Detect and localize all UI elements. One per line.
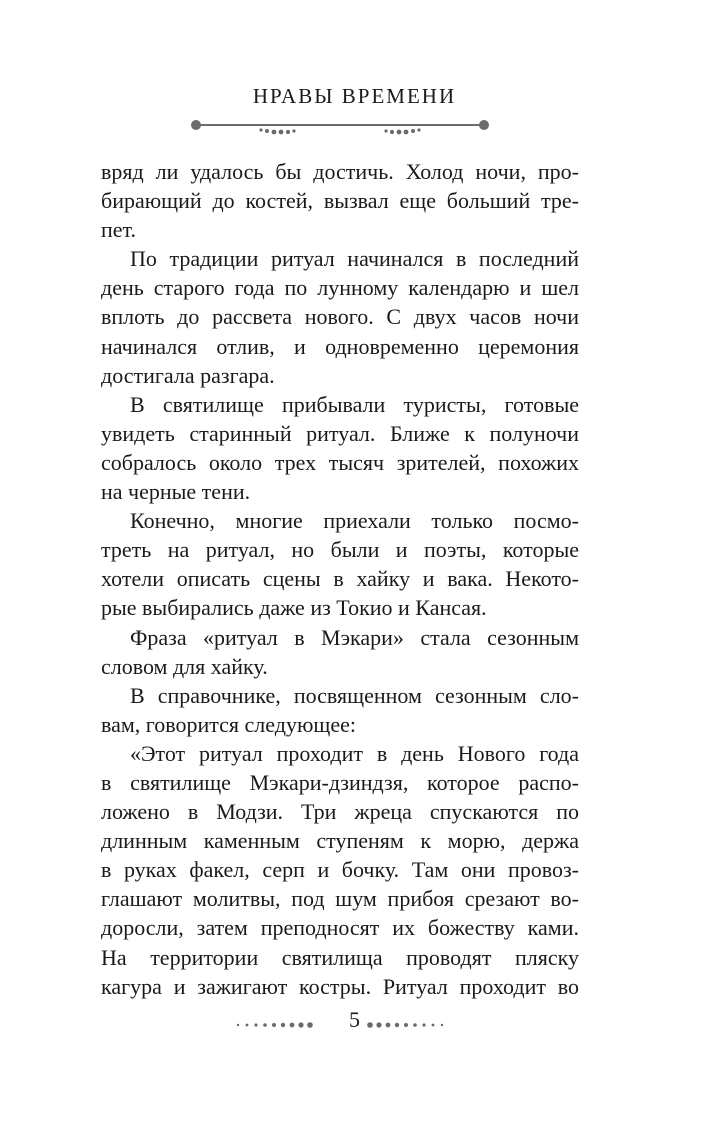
text-line: Фраза «ритуал в Мэкари» стала сезонным bbox=[130, 624, 579, 650]
paragraph-1 bbox=[101, 157, 579, 244]
text-line: По традиции ритуал начинался в последний bbox=[130, 246, 579, 272]
text-line: вам, говорится следующее: bbox=[101, 711, 356, 737]
text-line: достигала разгара. bbox=[101, 362, 275, 388]
text-line: кагура и зажигают костры. Ритуал проходит во bbox=[101, 973, 579, 999]
text-line: на черные тени. bbox=[101, 479, 251, 505]
paragraph-7 bbox=[101, 739, 579, 1001]
paragraph-5 bbox=[101, 623, 579, 681]
text-line: увидеть старинный ритуал. Ближе к полуночи bbox=[101, 420, 579, 446]
text-line: собралось около трех тысяч зрителей, похожих bbox=[101, 449, 579, 475]
text-line: хотели описать сцены в хайку и вака. Некото- bbox=[101, 566, 579, 592]
running-title: НРАВЫ ВРЕМЕНИ bbox=[252, 84, 457, 108]
text-line: рые выбирались даже из Токио и Кансая. bbox=[101, 595, 487, 621]
paragraph-2 bbox=[101, 244, 579, 389]
text-line: пет. bbox=[101, 217, 136, 243]
folio-dots-right bbox=[364, 1021, 444, 1029]
text-line: день старого года по лунному календарю и шел bbox=[101, 275, 579, 301]
page-footer bbox=[0, 1007, 709, 1037]
text-line: начинался отлив, и одновременно церемония bbox=[101, 333, 579, 359]
text-line: в руках факел, серп и бочку. Там они провоз- bbox=[101, 857, 579, 883]
text-line: Конечно, многие приехали только посмо- bbox=[130, 508, 579, 534]
paragraph-3 bbox=[101, 390, 579, 506]
text-line: треть на ритуал, но были и поэты, которые bbox=[101, 537, 579, 563]
text-line: бирающий до костей, вызвал еще больший тре- bbox=[101, 188, 579, 214]
text-line: доросли, затем преподносят их божеству ками. bbox=[101, 915, 579, 941]
text-line: длинным каменным ступеням к морю, держа bbox=[101, 828, 579, 854]
body-text bbox=[101, 157, 579, 1001]
text-line: вплоть до рассвета нового. С двух часов ночи bbox=[101, 304, 579, 330]
text-line: ложено в Модзи. Три жреца спускаются по bbox=[101, 799, 579, 825]
text-line: В святилище прибывали туристы, готовые bbox=[130, 391, 579, 417]
text-line: в святилище Мэкари-дзиндзя, которое распо- bbox=[101, 769, 579, 795]
header-ornament bbox=[185, 116, 495, 138]
text-line: В справочнике, посвященном сезонным сло- bbox=[130, 682, 579, 708]
text-line: словом для хайку. bbox=[101, 653, 268, 679]
text-line: На территории святилища проводят пляску bbox=[101, 944, 579, 970]
text-line: вряд ли удалось бы достичь. Холод ночи, про- bbox=[101, 159, 579, 184]
text-line: глашают молитвы, под шум прибоя срезают во- bbox=[101, 886, 579, 912]
text-line: «Этот ритуал проходит в день Нового года bbox=[130, 740, 579, 766]
paragraph-6 bbox=[101, 681, 579, 739]
paragraph-4 bbox=[101, 506, 579, 622]
page-number: 5 bbox=[349, 1007, 360, 1032]
